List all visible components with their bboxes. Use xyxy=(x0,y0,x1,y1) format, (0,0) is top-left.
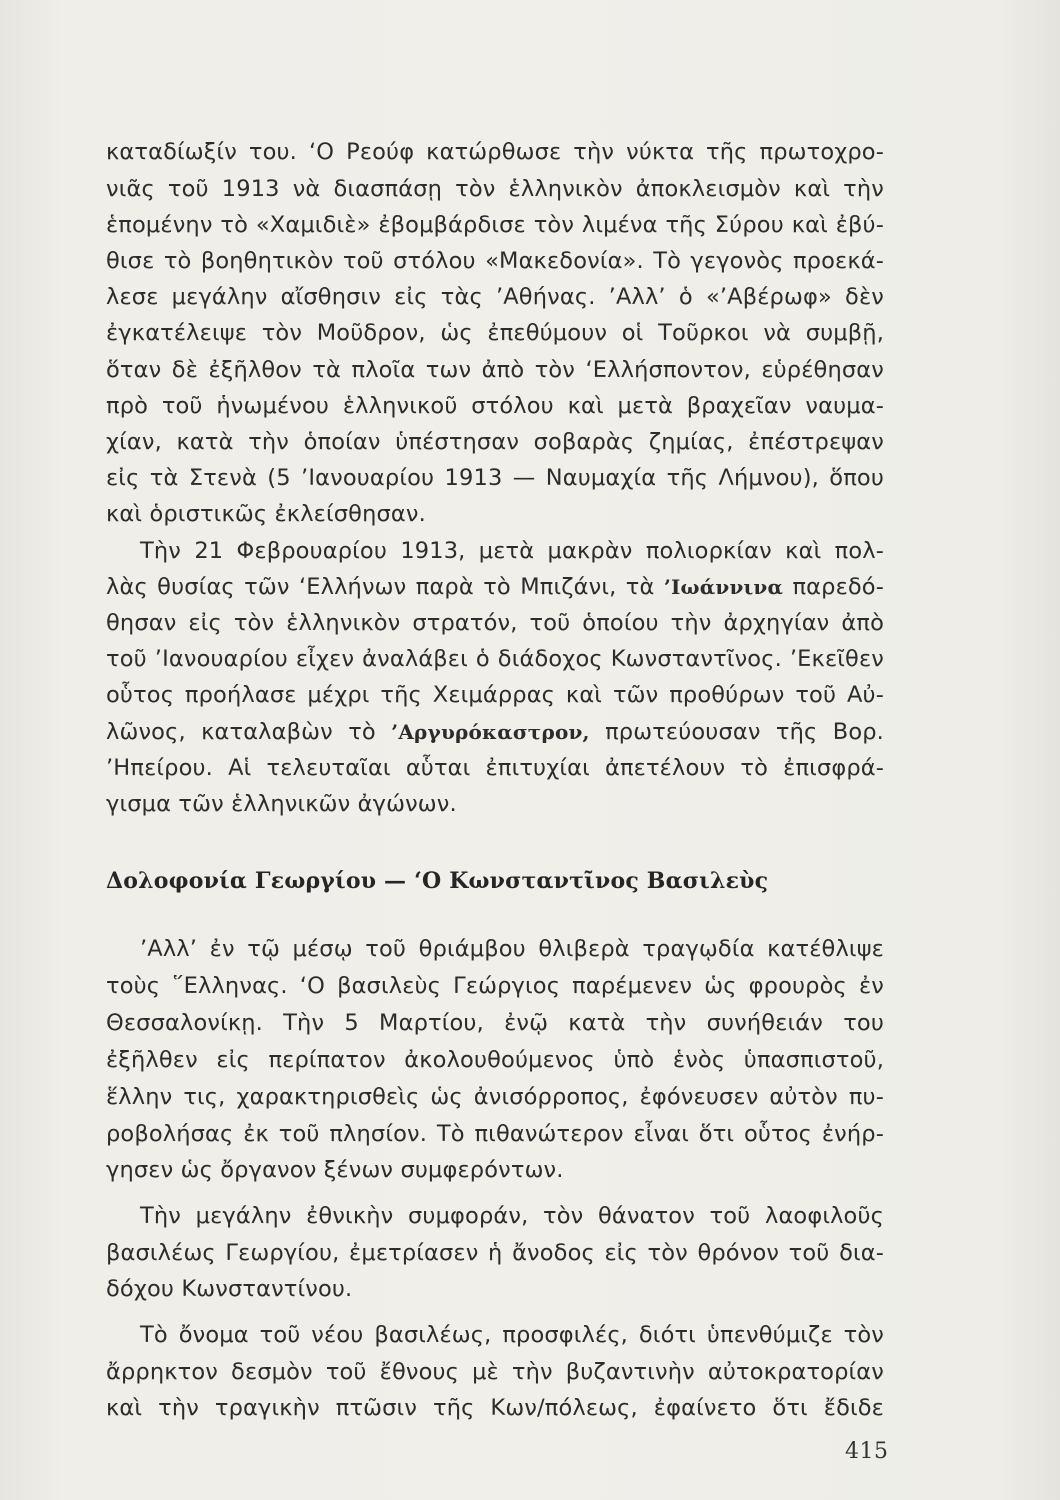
text-line xyxy=(106,717,884,747)
text-line: καταδίωξίν του. ‘Ο Ρεούφ κατώρθωσε τὴν νύκτα τῆς πρωτοχρο- xyxy=(106,139,884,165)
page-number: 415 xyxy=(845,1439,889,1464)
place-name-ioannina: ’Ιωάννινα xyxy=(663,575,784,599)
text-line: θισε τὸ βοηθητικὸν τοῦ στόλου «Μακεδονία». Τὸ γεγονὸς προεκά- xyxy=(106,248,884,274)
text-line: ’Ηπείρου. Αἱ τελευταῖαι αὗται ἐπιτυχίαι ἀπετέλουν τὸ ἐπισφρά- xyxy=(106,755,884,781)
text-line: εἰς τὰ Στενὰ (5 ’Ιανουαρίου 1913 — Ναυμαχία τῆς Λήμνου), ὅπου xyxy=(106,465,884,491)
text-line: Τὴν 21 Φεβρουαρίου 1913, μετὰ μακρὰν πολιορκίαν καὶ πολ- xyxy=(140,538,884,564)
text-line: βασιλέως Γεωργίου, ἐμετρίασεν ἡ ἄνοδος εἰς τὸν θρόνον τοῦ δια- xyxy=(106,1240,884,1266)
section-heading: Δολοφονία Γεωργίου — ‘Ο Κωνσταντῖνος Βασιλεὺς xyxy=(106,868,769,894)
text-line: λεσε μεγάλην αἴσθησιν εἰς τὰς ’Αθήνας. ’Αλλ’ ὁ «’Αβέρωφ» δὲν xyxy=(106,284,884,310)
text-line: ἄρρηκτον δεσμὸν τοῦ ἔθνους μὲ τὴν βυζαντινὴν αὐτοκρατορίαν xyxy=(106,1359,884,1385)
text-line: Τὸ ὄνομα τοῦ νέου βασιλέως, προσφιλές, διότι ὑπενθύμιζε τὸν xyxy=(140,1322,884,1348)
text-line: καὶ τὴν τραγικὴν πτῶσιν τῆς Κων/πόλεως, ἐφαίνετο ὅτι ἔδιδε xyxy=(106,1395,884,1421)
text-line: δόχου Κωνσταντίνου. xyxy=(106,1276,353,1302)
text-line: ὅταν δὲ ἐξῆλθον τὰ πλοῖα των ἀπὸ τὸν ‘Ελλήσποντον, εὑρέθησαν xyxy=(106,357,884,383)
text-line: Θεσσαλονίκῃ. Τὴν 5 Μαρτίου, ἐνῷ κατὰ τὴν συνήθειάν του xyxy=(106,1010,884,1036)
text-span: λὰς θυσίας τῶν ‘Ελλήνων παρὰ τὸ Μπιζάνι, τὰ xyxy=(106,574,664,600)
text-line: καὶ ὁριστικῶς ἐκλείσθησαν. xyxy=(106,501,426,527)
text-line: πρὸ τοῦ ἡνωμένου ἑλληνικοῦ στόλου καὶ μετὰ βραχεῖαν ναυμα- xyxy=(106,393,884,419)
text-line: ἐγκατέλειψε τὸν Μοῦδρον, ὡς ἐπεθύμουν οἱ Τοῦρκοι νὰ συμβῇ, xyxy=(106,320,884,346)
text-line: τοῦ ’Ιανουαρίου εἶχεν ἀναλάβει ὁ διάδοχος Κωνσταντῖνος. ’Εκεῖθεν xyxy=(106,646,884,672)
text-line: νιᾶς τοῦ 1913 νὰ διασπάσῃ τὸν ἑλληνικὸν ἀποκλεισμὸν καὶ τὴν xyxy=(106,176,884,202)
text-line: γισμα τῶν ἑλληνικῶν ἀγώνων. xyxy=(106,791,457,817)
text-line: τοὺς ῞Ελληνας. ‘Ο βασιλεὺς Γεώργιος παρέμενεν ὡς φρουρὸς ἐν xyxy=(106,973,884,999)
text-line xyxy=(106,572,884,602)
text-line: ροβολήσας ἐκ τοῦ πλησίον. Τὸ πιθανώτερον εἶναι ὅτι οὗτος ἐνήρ- xyxy=(106,1121,884,1147)
text-line: οὗτος προήλασε μέχρι τῆς Χειμάρρας καὶ τῶν προθύρων τοῦ Αὐ- xyxy=(106,682,884,708)
text-line: ’Αλλ’ ἐν τῷ μέσῳ τοῦ θριάμβου θλιβερὰ τραγῳδία κατέθλιψε xyxy=(140,936,884,962)
text-line: γησεν ὡς ὄργανον ξένων συμφερόντων. xyxy=(106,1157,564,1183)
text-line: ἕλλην τις, χαρακτηρισθεὶς ὡς ἀνισόρροπος, ἐφόνευσεν αὐτὸν πυ- xyxy=(106,1084,884,1110)
text-line: Τὴν μεγάλην ἐθνικὴν συμφοράν, τὸν θάνατον τοῦ λαοφιλοῦς xyxy=(140,1203,884,1229)
text-line: θησαν εἰς τὸν ἑλληνικὸν στρατόν, τοῦ ὁποίου τὴν ἀρχηγίαν ἀπὸ xyxy=(106,610,884,636)
text-span: παρεδό- xyxy=(783,574,884,600)
text-line: ἑπομένην τὸ «Χαμιδιὲ» ἐβομβάρδισε τὸν λιμένα τῆς Σύρου καὶ ἐβύ- xyxy=(106,212,884,238)
text-span: λῶνος, καταλαβὼν τὸ xyxy=(106,719,392,745)
place-name-argyrokastron: ’Αργυρόκαστρον, xyxy=(391,720,590,744)
text-line: χίαν, κατὰ τὴν ὁποίαν ὑπέστησαν σοβαρὰς ζημίας, ἐπέστρεψαν xyxy=(106,429,884,455)
text-line: ἐξῆλθεν εἰς περίπατον ἀκολουθούμενος ὑπὸ ἑνὸς ὑπασπιστοῦ, xyxy=(106,1047,884,1073)
text-span: πρωτεύουσαν τῆς Βορ. xyxy=(589,719,884,745)
